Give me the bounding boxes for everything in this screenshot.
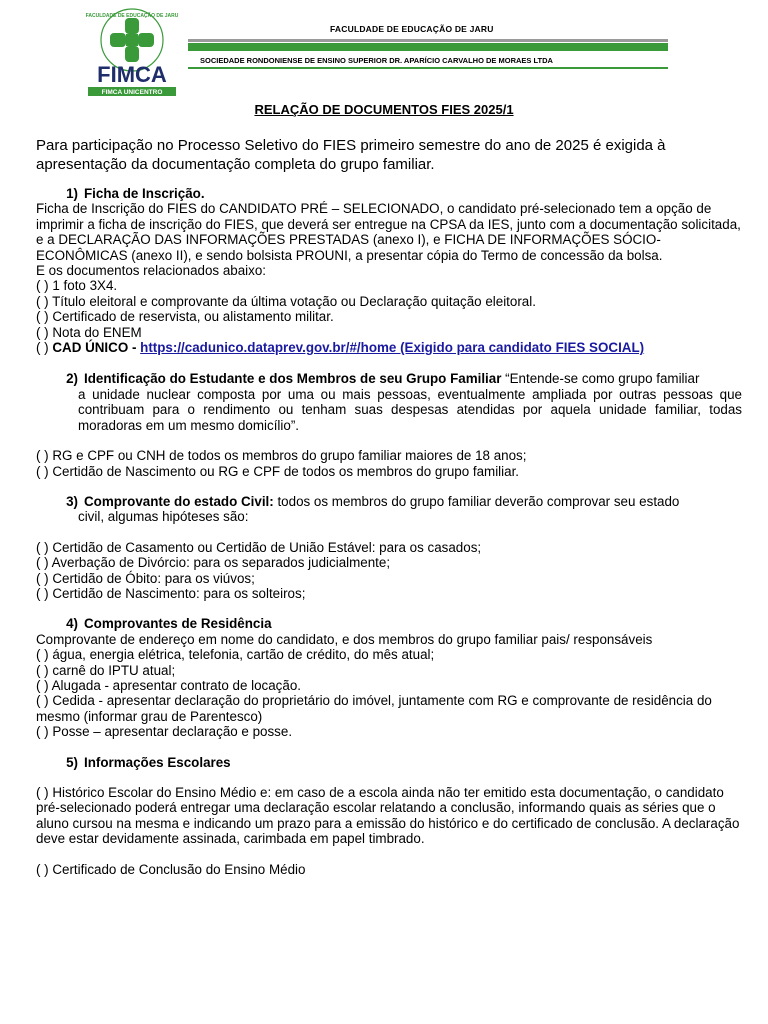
cadunico-separator: - (128, 340, 141, 356)
checklist-item: ( ) RG e CPF ou CNH de todos os membros do grupo familiar maiores de 18 anos; (36, 448, 527, 464)
section-3-title: Comprovante do estado Civil: (84, 493, 274, 509)
section-2-title: Identificação do Estudante e dos Membros de seu Grupo Familiar (84, 371, 502, 387)
section-3-body-first: todos os membros do grupo familiar deverão comprovar seu estado (273, 493, 680, 509)
logo-subtitle: FIMCA UNICENTRO (101, 89, 163, 96)
section-2-number: 2) (66, 371, 78, 387)
checklist-item: ( ) água, energia elétrica, telefonia, cartão de crédito, do mês atual; (36, 647, 435, 663)
document-title: RELAÇÃO DE DOCUMENTOS FIES 2025/1 (254, 102, 514, 117)
checklist-item: ( ) Alugada - apresentar contrato de locação. (36, 677, 301, 693)
section-1-body: Ficha de Inscrição do FIES do CANDIDATO PRÉ – SELECIONADO, o candidato pré-selecionado tem a opção de imprimir a ficha de inscrição do FIES, que deverá ser entregue na CPSA da IES, junto com a documentação solicitada, e a DECLARAÇÃO DAS INFORMAÇÕES PRESTADAS (anexo I), e FICHA DE INFORMAÇÕES SÓCIO-ECONÔMICAS (anexo II), e sendo bolsista PROUNI, a presentar cópia do Termo de concessão da bolsa. (36, 201, 741, 263)
logo-arc-text: FACULDADE DE EDUCAÇÃO DE JARU (85, 13, 179, 19)
fimca-logo (78, 6, 188, 98)
section-4-body: Comprovante de endereço em nome do candidato, e dos membros do grupo familiar pais/ responsáveis (36, 631, 653, 647)
section-2-body: a unidade nuclear composta por uma ou mais pessoas, eventualmente ampliada por outras pessoas que contribuam para o rendimento ou tenham suas despesas atendidas por aquela unidade familiar, todas moradoras em um mesmo domicílio”. (78, 386, 742, 433)
checklist-item: ( ) carnê do IPTU atual; (36, 662, 176, 678)
header-divider-thin (188, 67, 668, 69)
checklist-item: ( ) Título eleitoral e comprovante da última votação ou Declaração quitação eleitoral. (36, 293, 536, 309)
checklist-item: ( ) Certidão de Óbito: para os viúvos; (36, 570, 255, 586)
cadunico-checkbox: ( ) (36, 340, 53, 356)
section-2-body-first: “Entende-se como grupo familiar (501, 371, 700, 387)
checklist-item: ( ) Certidão de Casamento ou Certidão de União Estável: para os casados; (36, 539, 482, 555)
section-1-number: 1) (66, 186, 78, 201)
header-divider-grey (188, 39, 668, 42)
section-3-number: 3) (66, 493, 78, 509)
cadunico-link[interactable]: https://cadunico.dataprev.gov.br/#/home (Exigido para candidato FIES SOCIAL) (140, 340, 645, 356)
checklist-item: ( ) Certificado de reservista, ou alistamento militar. (36, 309, 334, 325)
section-5-number: 5) (66, 754, 78, 770)
checklist-item-cadunico (36, 340, 742, 355)
logo-wordmark: FIMCA (97, 62, 167, 87)
section-5-title: Informações Escolares (84, 754, 231, 770)
cadunico-label: CAD ÚNICO (52, 340, 129, 356)
checklist-item: ( ) Certificado de Conclusão do Ensino Médio (36, 861, 306, 877)
institution-subtitle: SOCIEDADE RONDONIENSE DE ENSINO SUPERIOR DR. APARÍCIO CARVALHO DE MORAES LTDA (200, 56, 553, 65)
institution-title: FACULDADE DE EDUCAÇÃO DE JARU (330, 24, 494, 34)
checklist-item: ( ) Averbação de Divórcio: para os separados judicialmente; (36, 555, 391, 571)
section-4-title: Comprovantes de Residência (84, 616, 272, 632)
section-5-heading (36, 755, 742, 770)
section-4-number: 4) (66, 616, 78, 632)
checklist-item: ( ) Cedida - apresentar declaração do proprietário do imóvel, juntamente com RG e comprovante de residência do mesmo (informar grau de Parentesco) (36, 693, 712, 724)
section-1-list-intro: E os documentos relacionados abaixo: (36, 263, 267, 279)
checklist-item: ( ) 1 foto 3X4. (36, 278, 118, 294)
section-3-heading (36, 494, 742, 509)
checklist-item: ( ) Certidão de Nascimento: para os solteiros; (36, 585, 306, 601)
page-header (0, 0, 768, 100)
checklist-item: ( ) Histórico Escolar do Ensino Médio e: em caso de a escola ainda não ter emitido esta documentação, o candidato pré-selecionado poderá entregar uma declaração escolar relatando a conclusão, informando quais as séries que o aluno cursou na mesma e indicando um prazo para a emissão do histórico e do certificado de conclusão. A declaração deve estar devidamente assinada, carimbada em papel timbrado. (36, 785, 740, 847)
checklist-item: ( ) Nota do ENEM (36, 324, 142, 340)
document-body (36, 186, 742, 877)
checklist-item: ( ) Posse – apresentar declaração e posse. (36, 724, 293, 740)
header-divider-green (188, 43, 668, 51)
intro-paragraph: Para participação no Processo Seletivo do FIES primeiro semestre do ano de 2025 é exigida à apresentação da documentação completa do grupo familiar. (36, 137, 666, 173)
section-1-title: Ficha de Inscrição. (84, 186, 205, 201)
checklist-item: ( ) Certidão de Nascimento ou RG e CPF de todos os membros do grupo familiar. (36, 463, 520, 479)
section-1-heading (36, 186, 742, 201)
section-2-heading (36, 371, 742, 386)
section-4-heading (36, 616, 742, 631)
section-3-body: civil, algumas hipóteses são: (78, 509, 249, 525)
